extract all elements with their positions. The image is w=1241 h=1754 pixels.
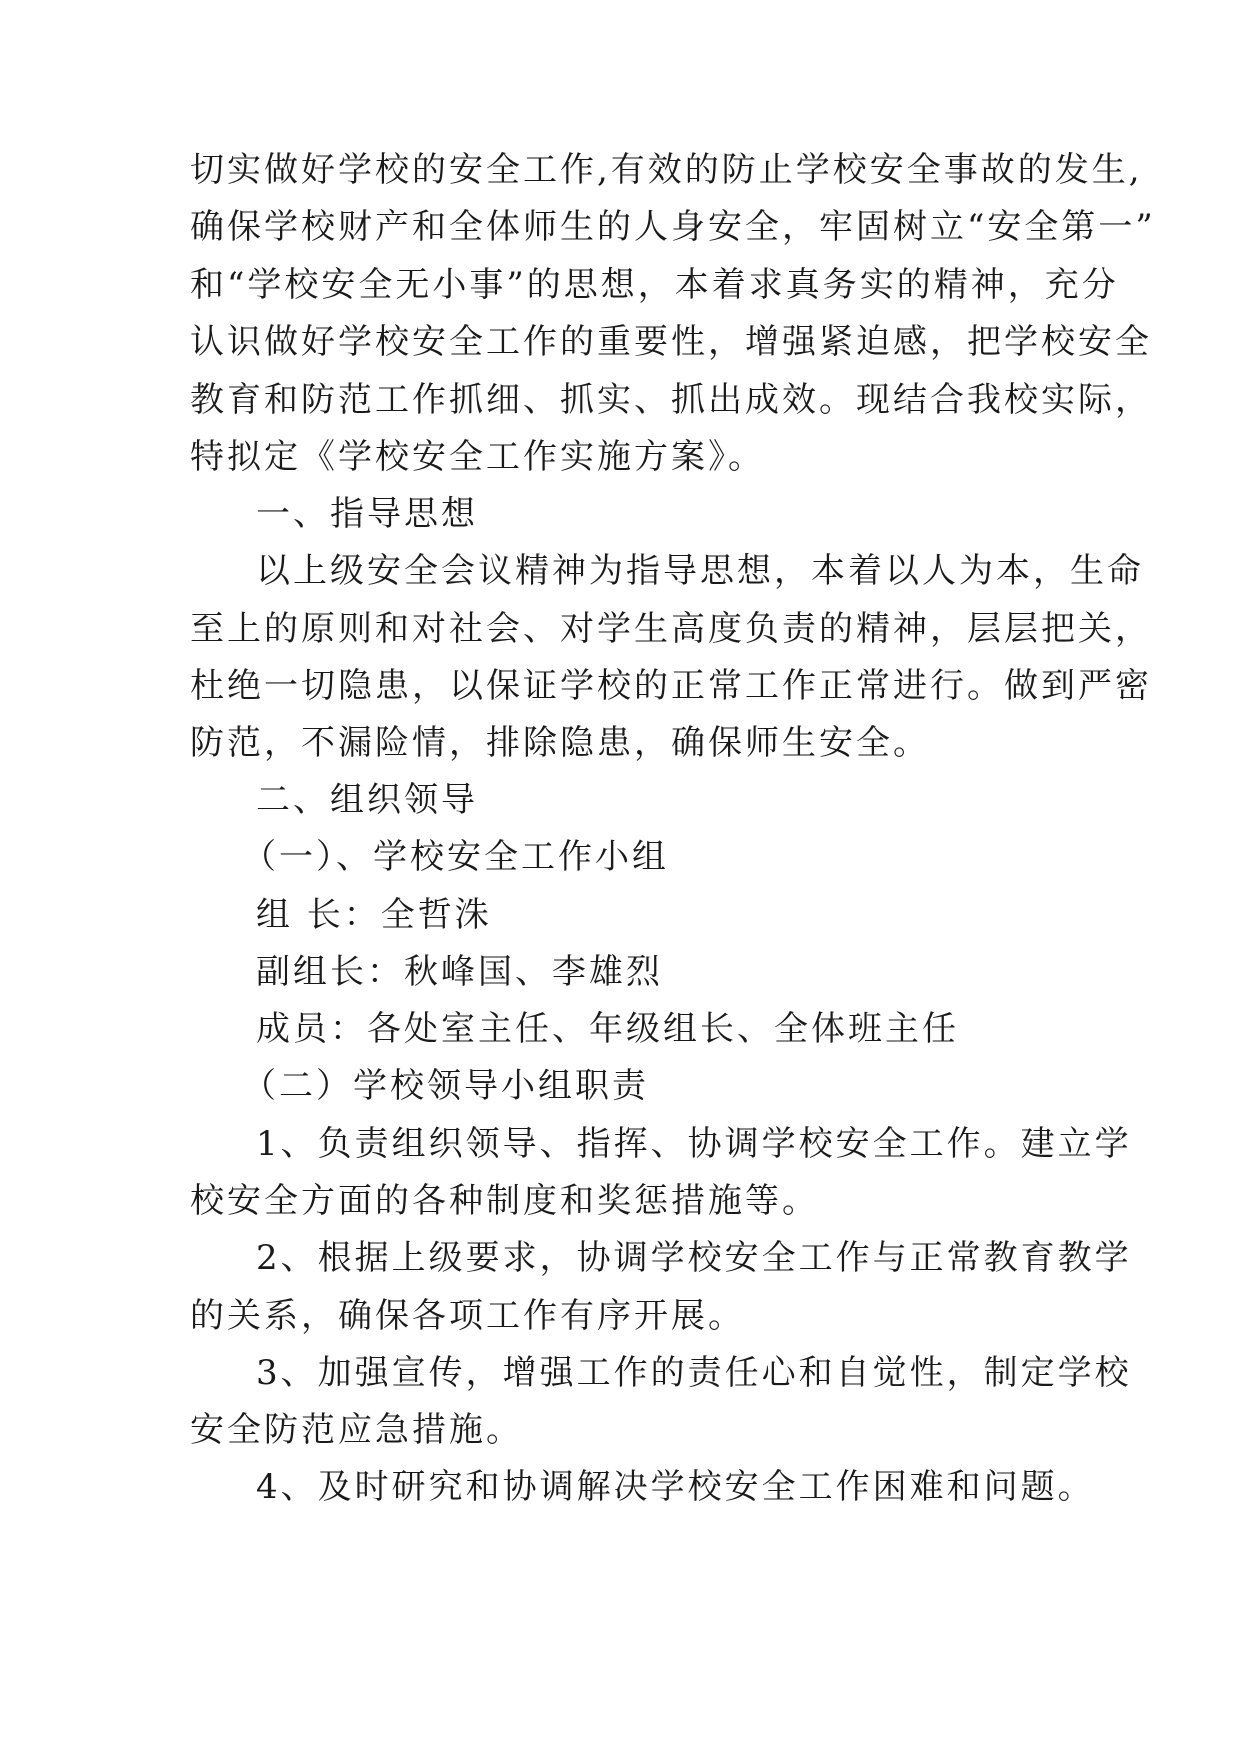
duty-item-2-line-1: 2、根据上级要求，协调学校安全工作与正常教育教学: [256, 1238, 1132, 1278]
group-leader: 组 长：全哲洙: [256, 895, 492, 935]
section1-line-4: 防范，不漏险情，排除隐患，确保师生安全。: [190, 723, 930, 763]
duty-item-3-line-2: 安全防范应急措施。: [190, 1410, 523, 1450]
duty-item-1-line-1: 1、负责组织领导、指挥、协调学校安全工作。建立学: [256, 1124, 1132, 1164]
section1-line-2: 至上的原则和对社会、对学生高度负责的精神，层层把关，: [190, 609, 1152, 649]
group-deputy: 副组长：秋峰国、李雄烈: [256, 952, 663, 992]
section1-line-1: 以上级安全会议精神为指导思想，本着以人为本，生命: [256, 551, 1144, 591]
section2-sub2: （二）学校领导小组职责: [242, 1066, 649, 1106]
section2-sub1: （一）、学校安全工作小组: [242, 837, 669, 877]
intro-line-1: 切实做好学校的安全工作,有效的防止学校安全事故的发生,: [190, 150, 1143, 190]
section2-heading: 二、组织领导: [256, 780, 478, 820]
group-members: 成员：各处室主任、年级组长、全体班主任: [256, 1009, 959, 1049]
duty-item-3-line-1: 3、加强宣传，增强工作的责任心和自觉性，制定学校: [256, 1353, 1132, 1393]
intro-line-4: 认识做好学校安全工作的重要性，增强紧迫感，把学校安全: [190, 322, 1152, 362]
duty-item-2-line-2: 的关系，确保各项工作有序开展。: [190, 1296, 745, 1336]
section1-heading: 一、指导思想: [256, 494, 478, 534]
intro-line-5: 教育和防范工作抓细、抓实、抓出成效。现结合我校实际，: [190, 380, 1152, 420]
duty-item-4: 4、及时研究和协调解决学校安全工作困难和问题。: [256, 1467, 1095, 1507]
intro-line-2: 确保学校财产和全体师生的人身安全，牢固树立“安全第一”: [190, 207, 1156, 247]
duty-item-1-line-2: 校安全方面的各种制度和奖惩措施等。: [190, 1181, 819, 1221]
section1-line-3: 杜绝一切隐患，以保证学校的正常工作正常进行。做到严密: [190, 666, 1152, 706]
intro-line-6: 特拟定《学校安全工作实施方案》。: [190, 437, 765, 477]
intro-line-3: 和“学校安全无小事”的思想，本着求真务实的精神，充分: [190, 265, 1119, 305]
